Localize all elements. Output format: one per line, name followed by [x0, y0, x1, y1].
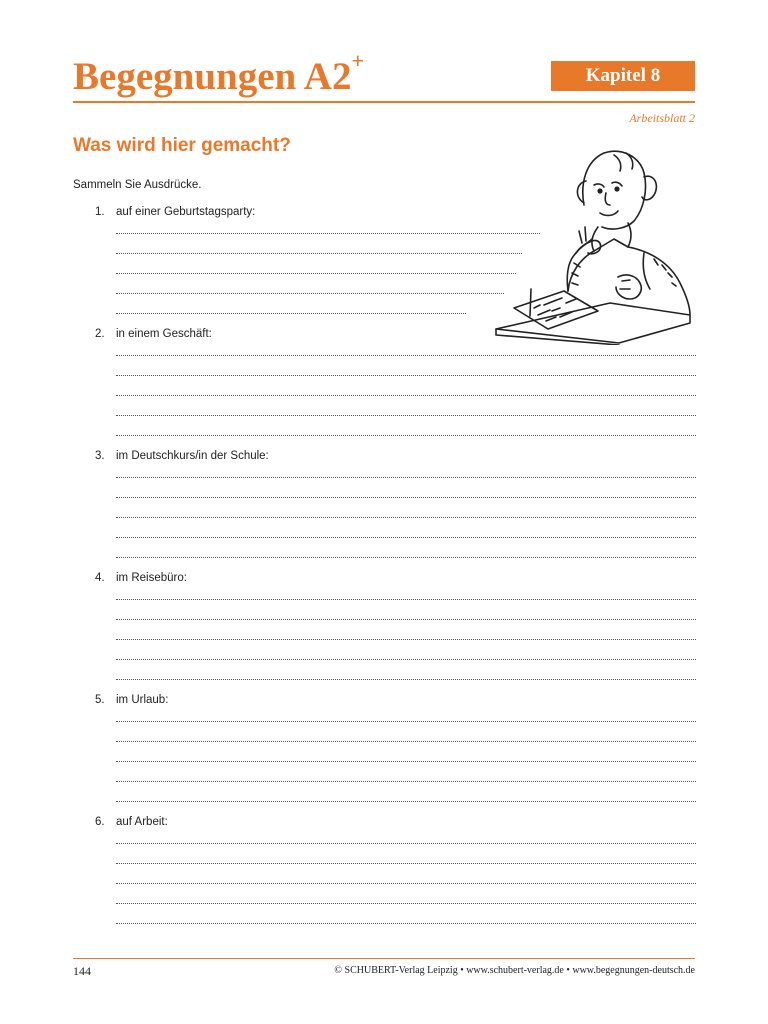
answer-line[interactable] [116, 843, 696, 844]
answer-line[interactable] [116, 721, 696, 722]
answer-line[interactable] [116, 517, 696, 518]
answer-line[interactable] [116, 497, 696, 498]
question-number: 2. [95, 328, 105, 340]
answer-line[interactable] [116, 599, 696, 600]
question-label: in einem Geschäft: [116, 328, 212, 340]
question-number: 5. [95, 694, 105, 706]
question-number: 1. [95, 206, 105, 218]
answer-line[interactable] [116, 273, 516, 274]
answer-line[interactable] [116, 477, 696, 478]
answer-line[interactable] [116, 781, 696, 782]
answer-line[interactable] [116, 761, 696, 762]
instruction-text: Sammeln Sie Ausdrücke. [73, 179, 202, 191]
question-number: 4. [95, 572, 105, 584]
answer-line[interactable] [116, 233, 540, 234]
page-number: 144 [73, 964, 91, 978]
man-writing-illustration [494, 143, 696, 345]
answer-line[interactable] [116, 355, 696, 356]
answer-line[interactable] [116, 395, 696, 396]
answer-line[interactable] [116, 883, 696, 884]
answer-line[interactable] [116, 375, 696, 376]
answer-line[interactable] [116, 415, 696, 416]
answer-line[interactable] [116, 679, 696, 680]
question-label: im Urlaub: [116, 694, 169, 706]
question-number: 3. [95, 450, 105, 462]
brand-text: Begegnungen A2 [73, 55, 352, 98]
footer-divider [73, 958, 695, 959]
answer-line[interactable] [116, 435, 696, 436]
answer-line[interactable] [116, 557, 696, 558]
header-divider [73, 101, 695, 103]
answer-line[interactable] [116, 863, 696, 864]
answer-line[interactable] [116, 293, 504, 294]
answer-line[interactable] [116, 741, 696, 742]
worksheet-label: Arbeitsblatt 2 [629, 111, 695, 125]
question-label: im Deutschkurs/in der Schule: [116, 450, 269, 462]
chapter-badge: Kapitel 8 [551, 61, 695, 91]
answer-line[interactable] [116, 639, 696, 640]
question-label: auf Arbeit: [116, 816, 168, 828]
answer-line[interactable] [116, 253, 522, 254]
page-title: Was wird hier gemacht? [73, 135, 291, 156]
question-label: im Reisebüro: [116, 572, 187, 584]
answer-line[interactable] [116, 923, 696, 924]
answer-line[interactable] [116, 619, 696, 620]
footer-copyright: © SCHUBERT-Verlag Leipzig • www.schubert-verlag.de • www.begegnungen-deutsch.de [334, 965, 695, 976]
answer-line[interactable] [116, 537, 696, 538]
answer-line[interactable] [116, 313, 466, 314]
question-label: auf einer Geburtstagsparty: [116, 206, 256, 218]
brand-title [73, 48, 365, 100]
answer-line[interactable] [116, 801, 696, 802]
brand-superscript: + [351, 48, 365, 73]
answer-line[interactable] [116, 659, 696, 660]
question-number: 6. [95, 816, 105, 828]
answer-line[interactable] [116, 903, 696, 904]
